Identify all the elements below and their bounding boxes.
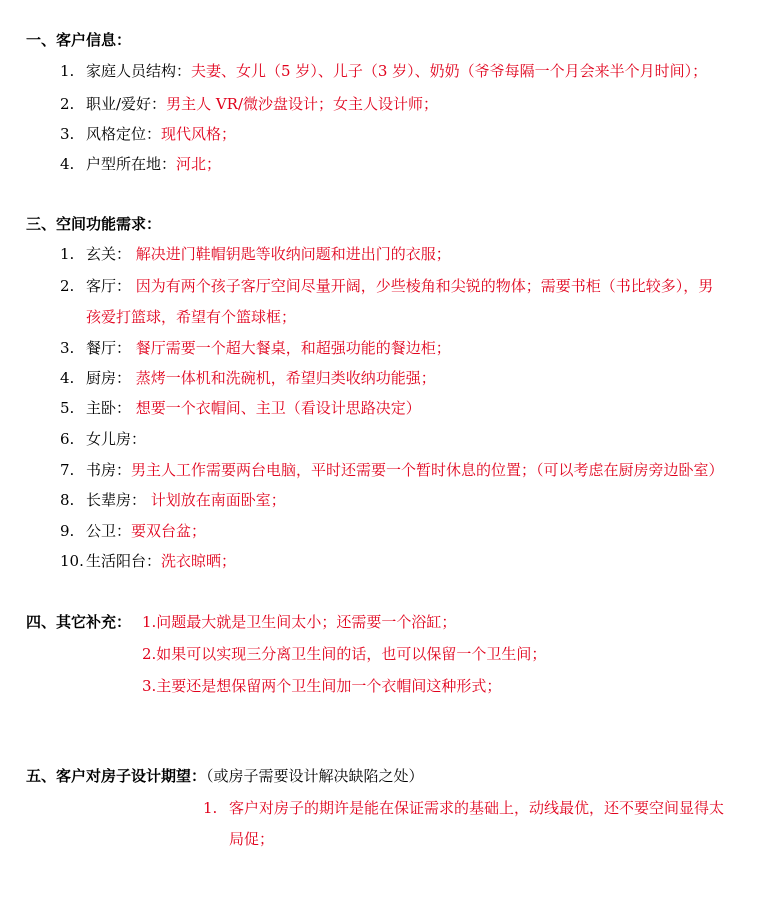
item-value: 现代风格； xyxy=(161,125,237,143)
heading-note: （或房子需要设计解决缺陷之处） xyxy=(206,767,424,785)
item-label: 风格定位： xyxy=(86,125,162,143)
item-label: 厨房： xyxy=(86,369,132,387)
item-value: 因为有两个孩子客厅空间尽量开阔，少些棱角和尖锐的物体；需要书柜（书比较多），男 xyxy=(131,277,714,295)
item-value: 解决进门鞋帽钥匙等收纳问题和进出门的衣服； xyxy=(131,245,451,263)
item-value: 要双台盆； xyxy=(131,522,207,540)
note-item: 1.问题最大就是卫生间太小；还需要一个浴缸； xyxy=(142,613,457,631)
section-heading-design-expectations xyxy=(26,766,424,786)
list-item xyxy=(86,94,438,114)
item-number: 1. xyxy=(60,245,75,263)
item-value-continued: 孩爱打篮球，希望有个篮球框； xyxy=(86,308,297,326)
item-value: 河北； xyxy=(176,155,222,173)
list-item xyxy=(86,460,724,480)
item-value: 想要一个衣帽间、主卫（看设计思路决定） xyxy=(131,399,421,417)
item-number: 2. xyxy=(60,95,75,113)
item-label: 家庭人员结构： xyxy=(86,62,192,80)
item-value: 计划放在南面卧室； xyxy=(146,491,286,509)
note-item: 3.主要还是想保留两个卫生间加一个衣帽间这种形式； xyxy=(142,677,502,695)
item-number: 8. xyxy=(60,491,75,509)
item-number: 1. xyxy=(60,62,75,80)
item-label: 生活阳台： xyxy=(86,552,162,570)
section-heading-customer-info: 一、客户信息： xyxy=(26,31,132,49)
item-label: 书房： xyxy=(86,461,132,479)
expectation-item-continued: 局促； xyxy=(229,830,275,848)
item-value: 男主人 VR/微沙盘设计；女主人设计师； xyxy=(166,95,439,113)
item-number: 3. xyxy=(60,125,75,143)
list-item xyxy=(86,521,206,541)
section-heading-space-requirements: 三、空间功能需求： xyxy=(26,215,162,233)
note-item: 2.如果可以实现三分离卫生间的话，也可以保留一个卫生间； xyxy=(142,645,547,663)
item-label: 客厅： xyxy=(86,277,132,295)
item-number: 5. xyxy=(60,399,75,417)
item-label: 户型所在地： xyxy=(86,155,177,173)
list-item xyxy=(86,154,221,174)
item-number: 4. xyxy=(60,369,75,387)
list-item xyxy=(86,490,286,510)
list-item xyxy=(86,398,421,418)
item-number: 10. xyxy=(60,552,84,570)
item-value: 蒸烤一体机和洗碗机，希望归类收纳功能强； xyxy=(131,369,436,387)
item-label: 主卧： xyxy=(86,399,132,417)
item-value: 男主人工作需要两台电脑，平时还需要一个暂时休息的位置；（可以考虑在厨房旁边卧室） xyxy=(131,461,724,479)
section-heading-other-notes: 四、其它补充： xyxy=(26,613,132,631)
list-item xyxy=(86,368,436,388)
item-label: 公卫： xyxy=(86,522,132,540)
item-number: 7. xyxy=(60,461,75,479)
item-label: 职业/爱好： xyxy=(86,95,167,113)
list-item xyxy=(86,338,451,358)
expectation-item: 客户对房子的期许是能在保证需求的基础上，动线最优，还不要空间显得太 xyxy=(229,799,725,817)
item-number: 1. xyxy=(203,799,218,817)
heading-text: 五、客户对房子设计期望： xyxy=(26,767,207,785)
list-item xyxy=(86,429,146,449)
item-number: 9. xyxy=(60,522,75,540)
item-value: 夫妻、女儿（5 岁）、儿子（3 岁）、奶奶（爷爷每隔一个月会来半个月时间）； xyxy=(191,62,708,80)
item-number: 6. xyxy=(60,430,75,448)
list-item xyxy=(86,276,713,296)
item-label: 长辈房： xyxy=(86,491,147,509)
list-item xyxy=(86,551,236,571)
list-item xyxy=(86,124,236,144)
list-item xyxy=(86,244,451,264)
list-item xyxy=(86,61,707,81)
item-value: 餐厅需要一个超大餐桌，和超强功能的餐边柜； xyxy=(131,339,451,357)
item-label: 餐厅： xyxy=(86,339,132,357)
item-number: 2. xyxy=(60,277,75,295)
item-label: 玄关： xyxy=(86,245,132,263)
item-label: 女儿房： xyxy=(86,430,147,448)
item-number: 3. xyxy=(60,339,75,357)
item-number: 4. xyxy=(60,155,75,173)
item-value: 洗衣晾晒； xyxy=(161,552,237,570)
